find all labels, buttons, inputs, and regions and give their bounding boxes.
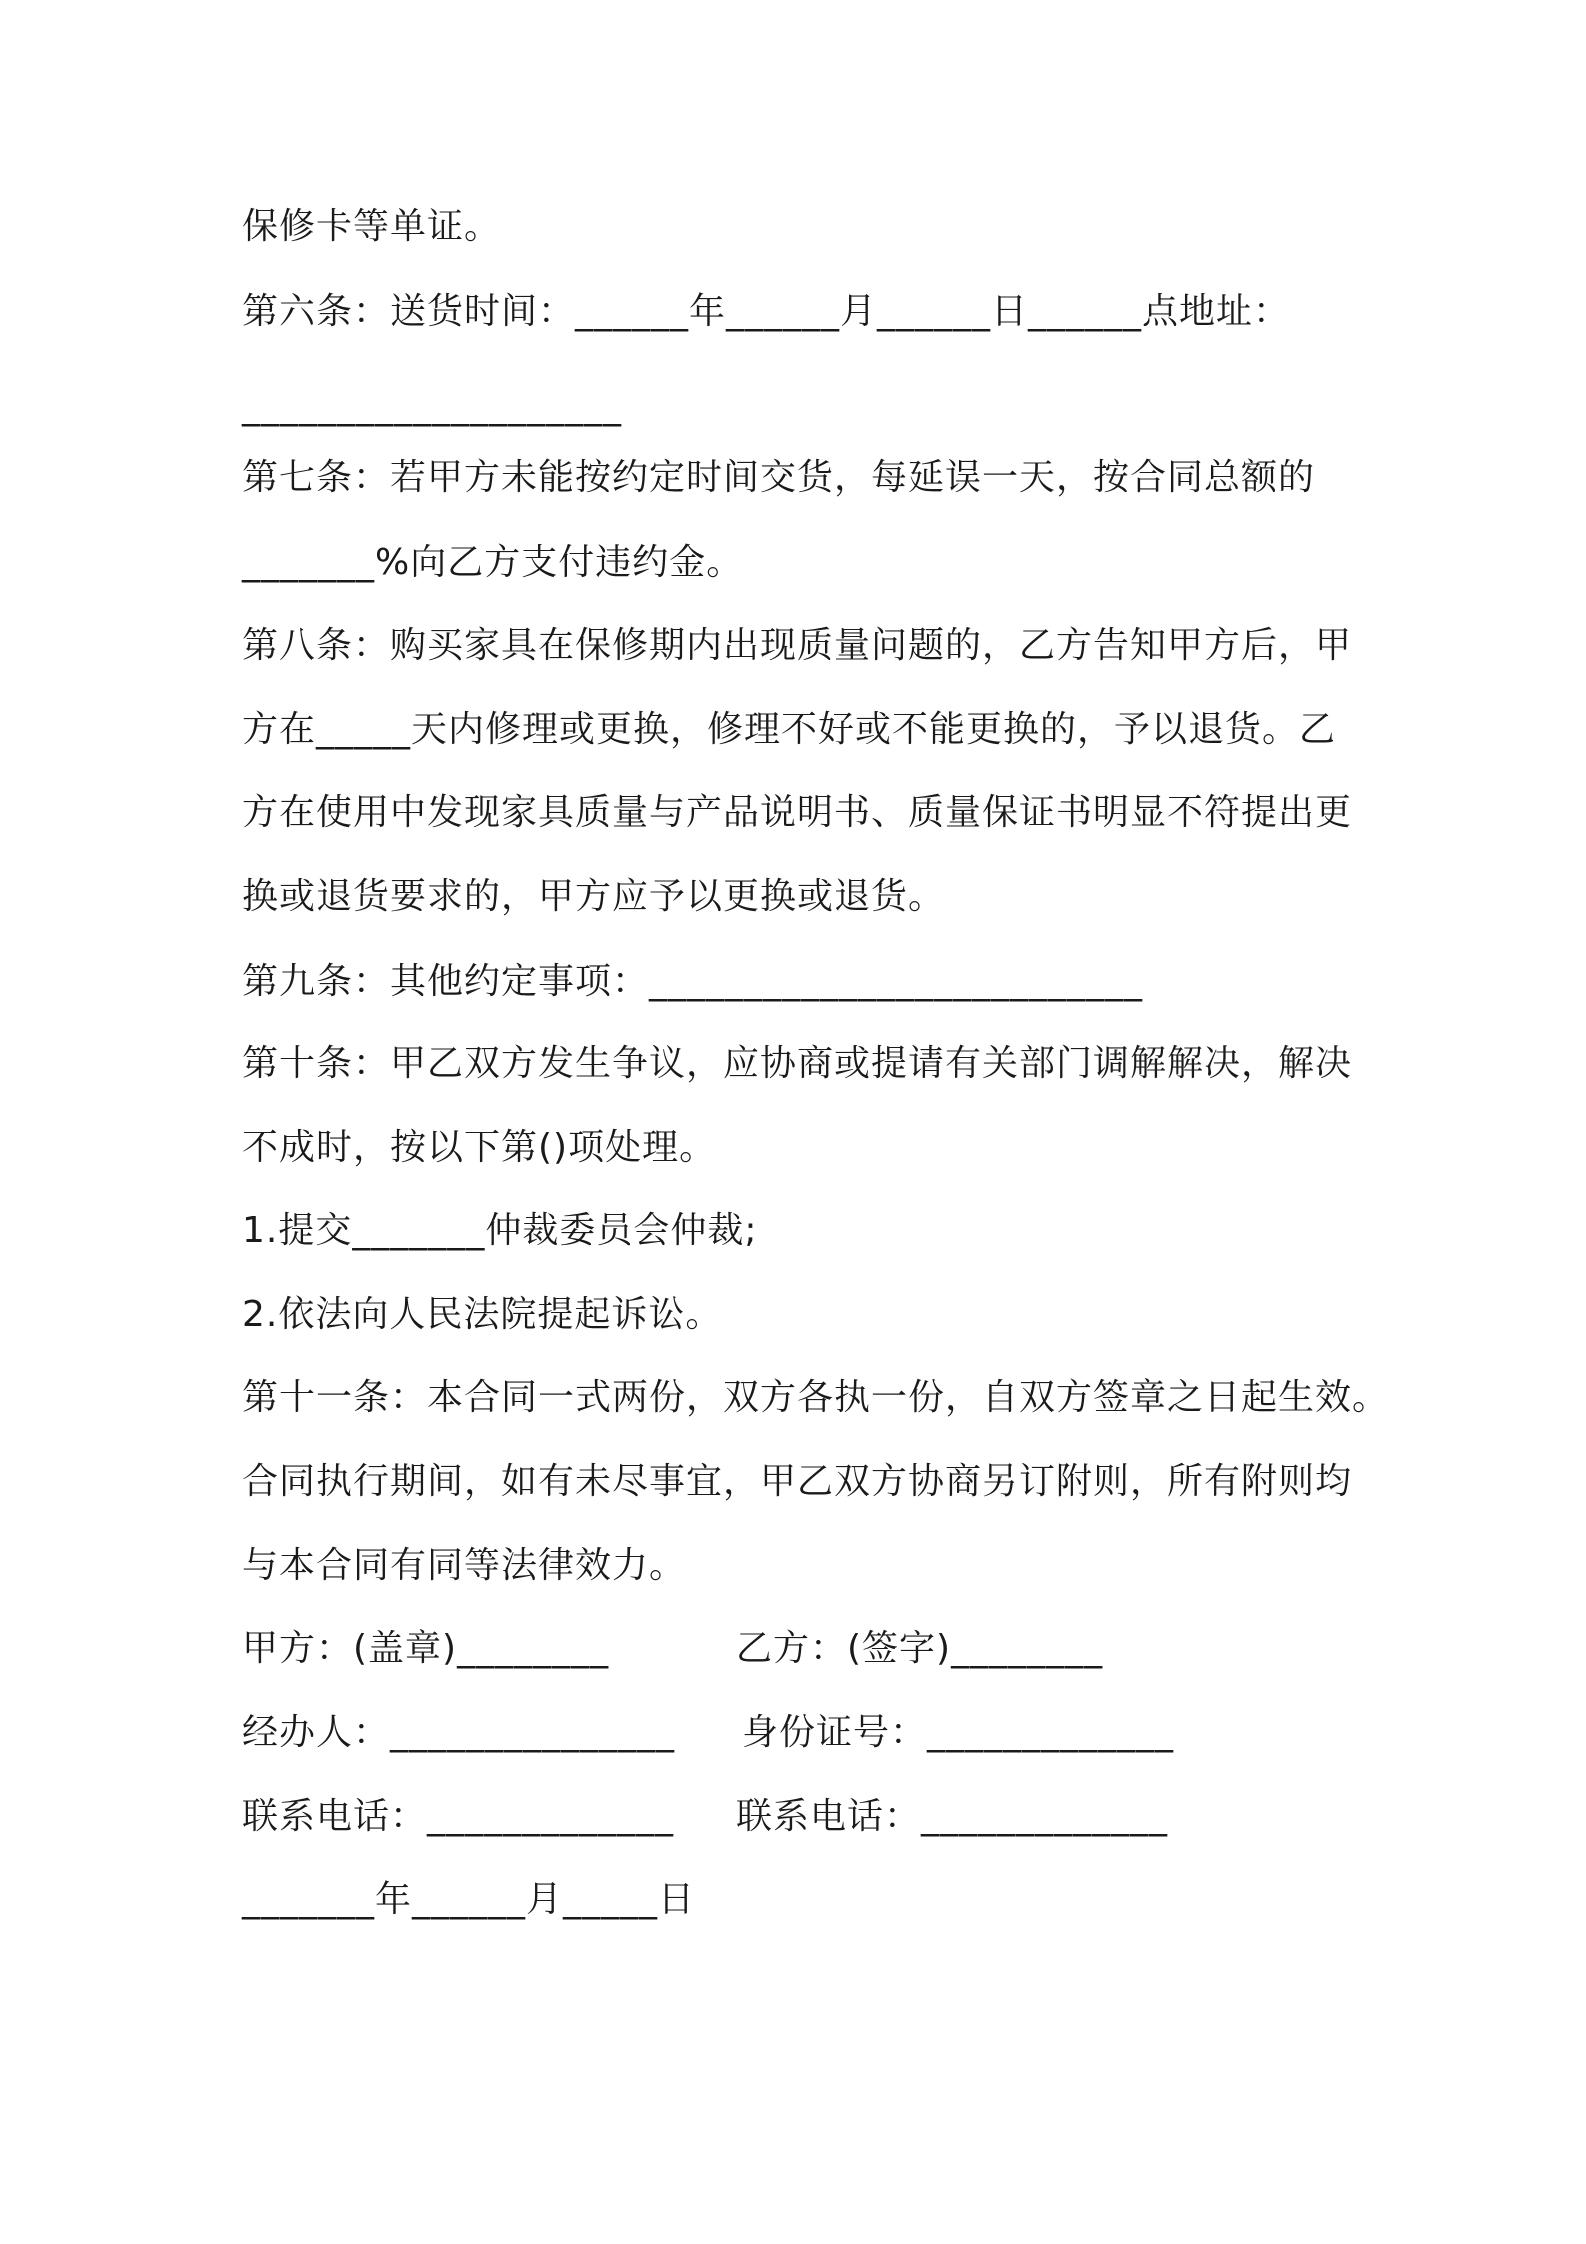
phone-a-field: 联系电话：_____________: [242, 1796, 675, 1837]
article-8-line-4: 换或退货要求的，甲方应予以更换或退货。: [242, 876, 946, 917]
article-8-line-1: 第八条：购买家具在保修期内出现质量问题的，乙方告知甲方后，甲: [242, 625, 1353, 666]
article-11-line-3: 与本合同有同等法律效力。: [242, 1545, 687, 1586]
article-11-line-2: 合同执行期间，如有未尽事宜，甲乙双方协商另订附则，所有附则均: [242, 1461, 1353, 1502]
address-blank-line: ____________________: [242, 386, 622, 427]
article-6-line: 第六条：送货时间：______年______月______日______点地址：: [242, 291, 1291, 332]
date-field: _______年______月_____日: [242, 1879, 695, 1920]
agent-field: 经办人：_______________: [242, 1712, 676, 1753]
id-number-field: 身份证号：_____________: [742, 1712, 1175, 1753]
article-10-line-1: 第十条：甲乙双方发生争议，应协商或提请有关部门调解解决，解决: [242, 1043, 1353, 1084]
party-b-sign: 乙方：(签字)________: [736, 1628, 1104, 1669]
article-7-line-2: _______%向乙方支付违约金。: [242, 542, 744, 583]
article-10-line-2: 不成时，按以下第()项处理。: [242, 1127, 717, 1168]
article-11-line-1: 第十一条：本合同一式两份，双方各执一份，自双方签章之日起生效。: [242, 1377, 1390, 1418]
article-8-line-2: 方在_____天内修理或更换，修理不好或不能更换的，予以退货。乙: [242, 709, 1337, 750]
option-2-line: 2.依法向人民法院提起诉讼。: [242, 1294, 723, 1335]
text-line-1: 保修卡等单证。: [242, 206, 502, 247]
phone-b-field: 联系电话：_____________: [736, 1796, 1169, 1837]
article-8-line-3: 方在使用中发现家具质量与产品说明书、质量保证书明显不符提出更: [242, 792, 1353, 833]
party-a-seal: 甲方：(盖章)________: [242, 1628, 610, 1669]
article-9-line: 第九条：其他约定事项：__________________________: [242, 961, 1144, 1002]
article-7-line-1: 第七条：若甲方未能按约定时间交货，每延误一天，按合同总额的: [242, 457, 1316, 498]
option-1-line: 1.提交_______仲裁委员会仲裁;: [242, 1210, 758, 1251]
